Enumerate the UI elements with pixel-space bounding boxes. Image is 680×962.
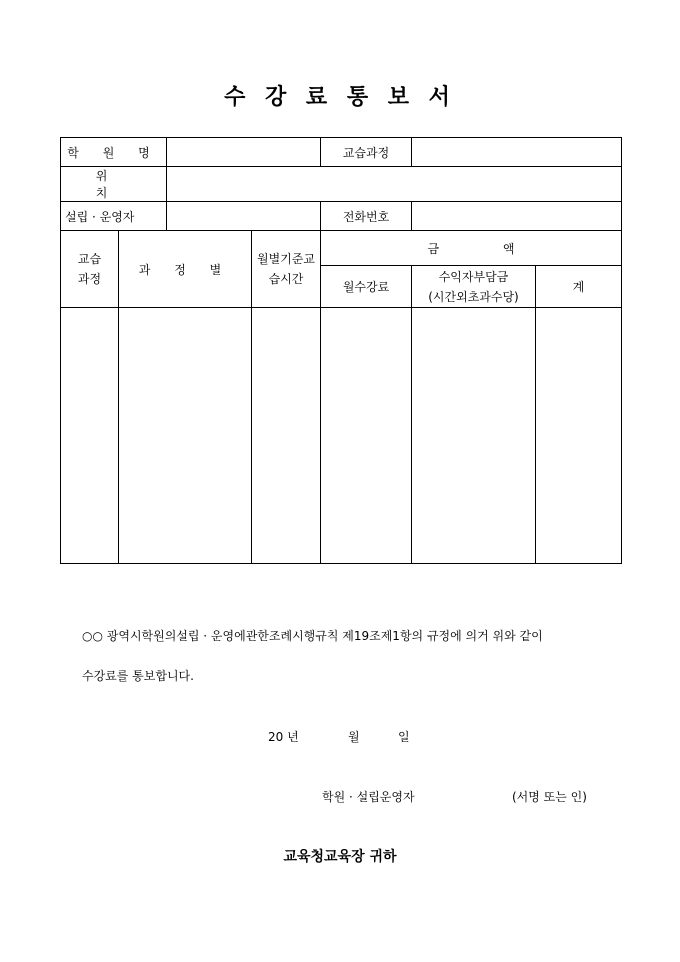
tuition-form-table: [60, 137, 622, 564]
entry-course-cell[interactable]: [61, 308, 119, 564]
course-field[interactable]: [412, 138, 622, 167]
entry-total-cell[interactable]: [536, 308, 622, 564]
row-founder: [61, 202, 622, 231]
academy-name-label: 학 원 명: [61, 138, 167, 167]
founder-label: 설립 · 운영자: [61, 202, 167, 231]
founder-field[interactable]: [167, 202, 321, 231]
entry-monthly-fee-cell[interactable]: [321, 308, 412, 564]
location-label: 위 치: [61, 167, 167, 202]
entry-monthly-hours-cell[interactable]: [252, 308, 321, 564]
row-header-top: [61, 231, 622, 266]
entry-beneficiary-cell[interactable]: [412, 308, 536, 564]
date-day: 일: [398, 730, 410, 744]
col-monthly-fee-header: 월수강료: [321, 266, 412, 308]
col-amount-header: 금 액: [321, 231, 622, 266]
notice-line-1: ○○ 광역시학원의설립 · 운영에관한조례시행규칙 제19조제1항의 규정에 의거 위와 같이: [82, 629, 543, 643]
notice-line-2: 수강료를 통보합니다.: [82, 669, 194, 683]
document-title: 수 강 료 통 보 서: [224, 84, 456, 110]
row-location: [61, 167, 622, 202]
entry-by-course-cell[interactable]: [119, 308, 252, 564]
row-entries: [61, 308, 622, 564]
col-total-header: 계: [536, 266, 622, 308]
addressee: 교육청교육장 귀하: [283, 849, 397, 865]
signature-label: 학원 · 설립운영자: [322, 790, 415, 804]
col-by-course-header: 과 정 별: [119, 231, 252, 308]
location-field[interactable]: [167, 167, 622, 202]
date-month: 월: [348, 730, 360, 744]
date-line: [268, 728, 410, 745]
col-beneficiary-header: 수익자부담금 (시간외초과수당): [412, 266, 536, 308]
signature-seal: (서명 또는 인): [512, 790, 587, 804]
row-academy-name: [61, 138, 622, 167]
course-label: 교습과정: [321, 138, 412, 167]
phone-field[interactable]: [412, 202, 622, 231]
phone-label: 전화번호: [321, 202, 412, 231]
date-year: 20 년: [268, 730, 299, 744]
academy-name-field[interactable]: [167, 138, 321, 167]
col-course-header: 교습 과정: [61, 231, 119, 308]
col-monthly-hours-header: 월별기준교 습시간: [252, 231, 321, 308]
